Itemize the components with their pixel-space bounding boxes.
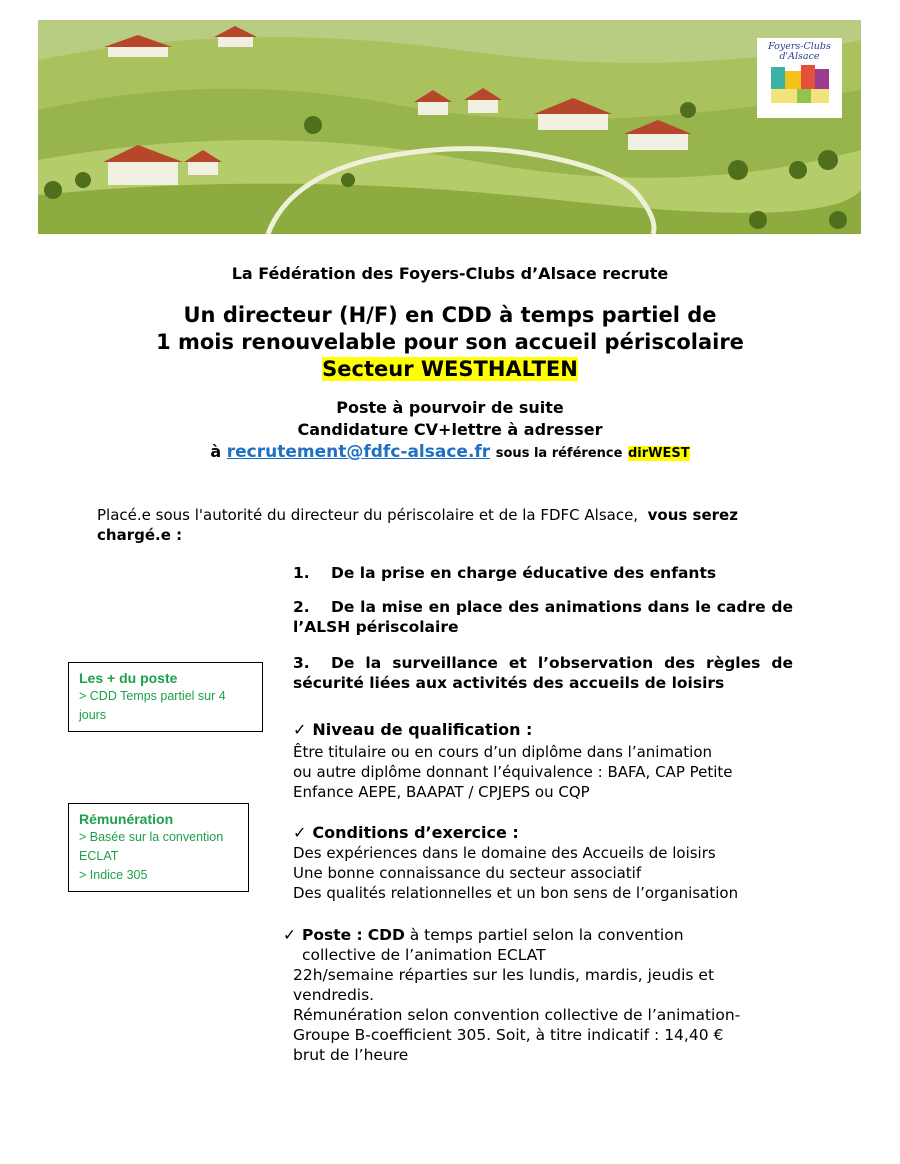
reference-text: sous la référence bbox=[495, 446, 623, 461]
poste-line-2: collective de l’animation ECLAT bbox=[302, 946, 546, 964]
qualification-line-2: ou autre diplôme donnant l’équivalence : BAFA, CAP Petite bbox=[293, 763, 733, 781]
qualification-heading: ✓ Niveau de qualification : bbox=[293, 720, 533, 739]
salary-box bbox=[68, 803, 249, 892]
poste-line-5: Rémunération selon convention collective de l’animation- bbox=[293, 1006, 741, 1024]
apply-line: Candidature CV+lettre à adresser bbox=[297, 420, 603, 439]
poste-line-6: Groupe B-coefficient 305. Soit, à titre indicatif : 14,40 € bbox=[293, 1026, 724, 1044]
intro-bold: vous serez chargé.e : bbox=[97, 506, 738, 544]
poste-label: Poste : bbox=[302, 926, 363, 944]
poste-section bbox=[283, 925, 803, 1065]
check-icon: ✓ bbox=[293, 823, 307, 842]
poste-line-3: 22h/semaine réparties sur les lundis, mardis, jeudis et bbox=[293, 966, 715, 984]
job-title bbox=[0, 302, 900, 383]
apply-prefix: à bbox=[210, 442, 222, 461]
duty-item-2: 2. De la mise en place des animations dans le cadre de l’ALSH périscolaire bbox=[293, 598, 793, 636]
duty-item-1: 1. De la prise en charge éducative des enfants bbox=[293, 564, 717, 582]
post-now: Poste à pourvoir de suite bbox=[336, 398, 564, 417]
qualification-line-3: Enfance AEPE, BAAPAT / CPJEPS ou CQP bbox=[293, 783, 590, 801]
recruiter-line: La Fédération des Foyers-Clubs d’Alsace recrute bbox=[231, 264, 669, 283]
salary-title: Rémunération bbox=[79, 811, 174, 827]
reference-code: dirWEST bbox=[628, 446, 690, 461]
check-icon: ✓ bbox=[293, 720, 307, 739]
perks-line: > CDD Temps partiel sur 4 jours bbox=[79, 689, 226, 722]
poste-cdd: CDD bbox=[367, 926, 405, 944]
intro-text: Placé.e sous l'autorité du directeur du périscolaire et de la FDFC Alsace, bbox=[97, 506, 639, 524]
check-icon: ✓ bbox=[283, 926, 296, 944]
logo-text-line1: Foyers-Clubs bbox=[768, 41, 831, 52]
header-banner-image bbox=[38, 20, 861, 234]
conditions-line-3: Des qualités relationnelles et un bon sens de l’organisation bbox=[293, 884, 739, 902]
poste-line-1 bbox=[283, 925, 803, 945]
poste-line-4: vendredis. bbox=[293, 986, 375, 1004]
qualification-line-1: Être titulaire ou en cours d’un diplôme dans l’animation bbox=[293, 743, 713, 761]
conditions-heading: ✓ Conditions d’exercice : bbox=[293, 823, 519, 842]
duty-item-3: 3. De la surveillance et l’observation des règles de sécurité liées aux activités des accueils de loisirs bbox=[293, 654, 793, 692]
email-link[interactable]: recrutement@fdfc-alsace.fr bbox=[226, 442, 491, 462]
perks-box bbox=[68, 662, 263, 732]
sector-highlight: Secteur WESTHALTEN bbox=[322, 357, 578, 381]
poste-line1-rest: à temps partiel selon la convention bbox=[409, 926, 684, 944]
application-info bbox=[0, 397, 900, 465]
conditions-line-1: Des expériences dans le domaine des Accueils de loisirs bbox=[293, 844, 716, 862]
intro-paragraph bbox=[97, 505, 802, 545]
landscape-illustration bbox=[38, 20, 861, 234]
qualification-section bbox=[293, 720, 813, 802]
salary-line2: > Indice 305 bbox=[79, 868, 148, 882]
job-title-line2: 1 mois renouvelable pour son accueil périscolaire bbox=[156, 330, 744, 354]
logo-text-line2: d'Alsace bbox=[779, 51, 820, 62]
logo bbox=[757, 38, 842, 118]
poste-line-7: brut de l’heure bbox=[293, 1046, 409, 1064]
email-line bbox=[0, 441, 900, 465]
conditions-line-2: Une bonne connaissance du secteur associatif bbox=[293, 864, 642, 882]
logo-mark bbox=[767, 65, 833, 105]
conditions-section bbox=[293, 823, 813, 903]
salary-line1: > Basée sur la convention ECLAT bbox=[79, 830, 224, 863]
perks-title: Les + du poste bbox=[79, 670, 178, 686]
job-title-line1: Un directeur (H/F) en CDD à temps partiel de bbox=[183, 303, 717, 327]
